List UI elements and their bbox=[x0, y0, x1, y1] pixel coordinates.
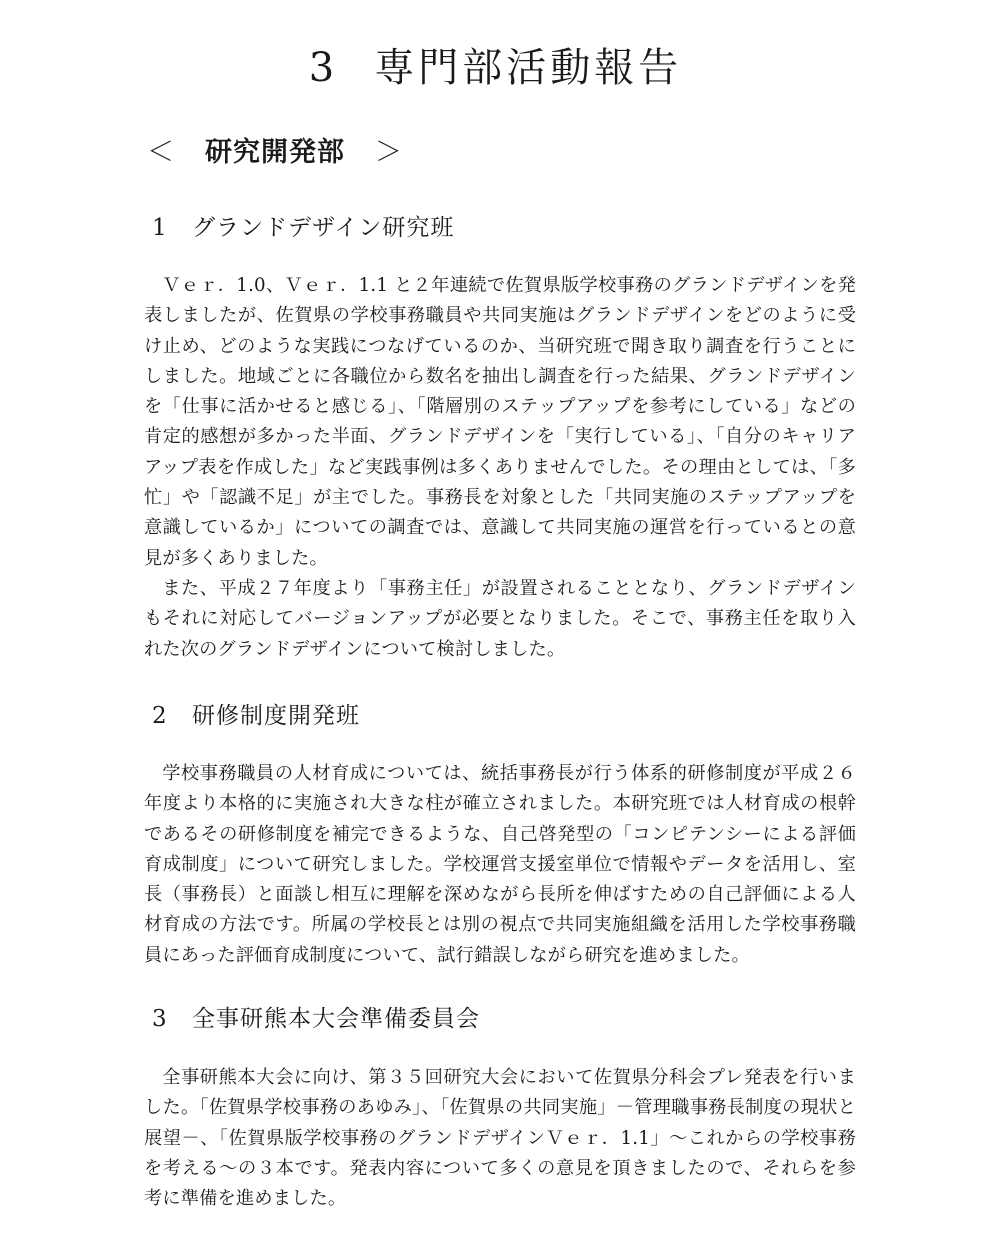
subsection-2-paragraph-1: 学校事務職員の人材育成については、統括事務長が行う体系的研修制度が平成２６年度より本格的に実施され大きな柱が確立されました。本研究班では人材育成の根幹であるその研修制度を補完できるような、自己啓発型の「コンピテンシーによる評価育成制度」について研究しました。学校運営支援室単位で情報やデータを活用し、室長（事務長）と面談し相互に理解を深めながら長所を伸ばすための自己評価による人材育成の方法です。所属の学校長とは別の視点で共同実施組織を活用した学校事務職員にあった評価育成制度について、試行錯誤しながら研究を進めました。 bbox=[144, 763, 856, 966]
subsection-1-heading bbox=[152, 209, 454, 242]
subsection-3-paragraph-1: 全事研熊本大会に向け、第３５回研究大会において佐賀県分科会プレ発表を行いました。「佐賀県学校事務のあゆみ」、「佐賀県の共同実施」－管理職事務長制度の現状と展望－、「佐賀県版学校事務のグランドデザインＶｅｒ．1.1」～これからの学校事務を考える～の３本です。発表内容について多くの意見を頂きましたので、それらを参考に準備を進めました。 bbox=[144, 1067, 856, 1210]
subsection-2-title: 研修制度開発班 bbox=[192, 703, 360, 729]
subsection-1-paragraph-1: Ｖｅｒ．1.0、Ｖｅｒ．1.1 と２年連続で佐賀県版学校事務のグランドデザインを発表しましたが、佐賀県の学校事務職員や共同実施はグランドデザインをどのように受け止め、どのような実践につなげているのか、当研究班で聞き取り調査を行うことにしました。地域ごとに各職位から数名を抽出し調査を行った結果、グランドデザインを「仕事に活かせると感じる」、「階層別のステップアップを参考にしている」などの肯定的感想が多かった半面、グランドデザインを「実行している」、「自分のキャリアアップ表を作成した」など実践事例は多くありませんでした。その理由としては、「多忙」や「認識不足」が主でした。事務長を対象とした「共同実施のステップアップを意識しているか」についての調査では、意識して共同実施の運営を行っているとの意見が多くありました。 bbox=[144, 275, 856, 569]
section-label: 研究開発部 bbox=[205, 137, 345, 168]
subsection-2-number: 2 bbox=[152, 703, 168, 729]
section-close-bracket: ＞ bbox=[375, 137, 403, 168]
chapter-title-text: 専門部活動報告 bbox=[374, 45, 683, 91]
subsection-3-title: 全事研熊本大会準備委員会 bbox=[192, 1006, 480, 1032]
subsection-3-number: 3 bbox=[152, 1006, 168, 1032]
subsection-2-body bbox=[144, 759, 856, 971]
section-open-bracket: ＜ bbox=[147, 137, 175, 168]
section-heading bbox=[147, 130, 403, 169]
chapter-number: 3 bbox=[308, 45, 339, 91]
subsection-1-title: グランドデザイン研究班 bbox=[192, 215, 455, 241]
subsection-1-body bbox=[144, 271, 856, 665]
subsection-2-heading bbox=[152, 697, 360, 730]
subsection-1-number: 1 bbox=[152, 215, 168, 241]
subsection-3-body bbox=[144, 1063, 856, 1214]
subsection-3-heading bbox=[152, 1000, 480, 1033]
chapter-title bbox=[0, 36, 991, 93]
subsection-1-paragraph-2: また、平成２７年度より「事務主任」が設置されることとなり、グランドデザインもそれに対応してバージョンアップが必要となりました。そこで、事務主任を取り入れた次のグランドデザインについて検討しました。 bbox=[144, 577, 856, 660]
